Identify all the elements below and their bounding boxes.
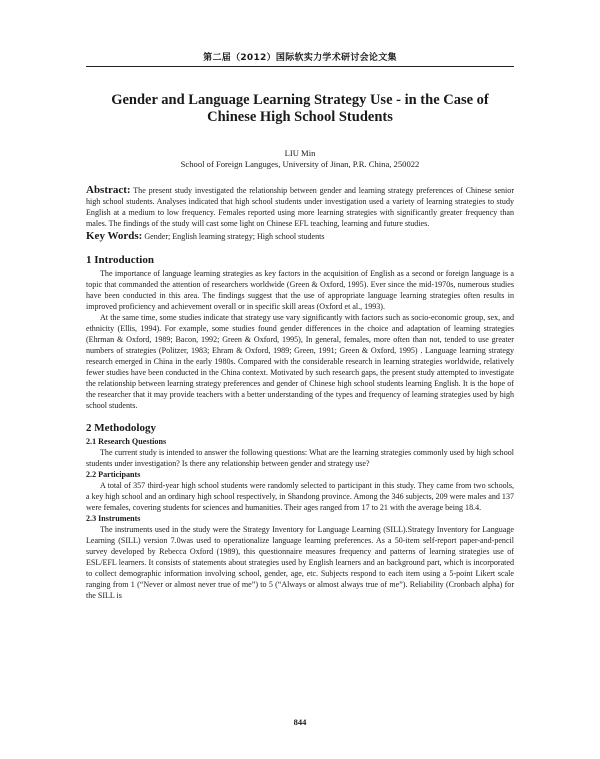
subsection-heading-participants: 2.2 Participants: [86, 470, 141, 479]
intro-paragraph-2: At the same time, some studies indicate that strategy use vary significantly with factors such as socio-economic group, sex, and ethnicity (Ellis, 1994). For example, some studies found gender differences in the choice and adaptation of learning strategies (Ehrman & Oxford, 1989; Bacon, 1992; Green & Oxford, 1995), In general, females, more often than not, tended to use greater numbers of strategies (Politzer, 1983; Ehram & Oxford, 1989; Green, 1991; Green & Oxford, 1995) . Language learning strategy research emerged in China in the early 1980s. Compared with the considerable research in learning strategies worldwide, relatively fewer studies have been conducted in the China context. Motivated by such research gaps, the present study attempted to investigate the relationship between learning strategy preferences and gender of Chinese high school students learning English. It is the hope of the researcher that it may provide teachers with a better understanding of the types and frequency of learning strategies used by high school students.: [86, 313, 514, 410]
keywords-label: Key Words:: [86, 230, 143, 242]
abstract-text: The present study investigated the relationship between gender and learning strategy preferences of Chinese senior high school students. Analyses indicated that high school students under investigation used a variety of learning strategies to study English at a medium to low frequency. Females reported using more learning strategies with significantly greater frequency than males. The findings of the study will cast some light on Chinese EFL teaching, learning and future studies.: [86, 186, 514, 228]
running-header: 第二届（2012）国际软实力学术研讨会论文集: [203, 53, 397, 63]
research-questions-text: The current study is intended to answer the following questions: What are the learning strategies commonly used by high school students under investigation? Is there any relationship between gender and strategy use?: [86, 448, 514, 468]
keywords-text: Gender; English learning strategy; High school students: [142, 232, 325, 241]
section-heading-methodology: 2 Methodology: [86, 422, 156, 434]
section-heading-introduction: 1 Introduction: [86, 254, 154, 266]
subsection-heading-research-questions: 2.1 Research Questions: [86, 437, 167, 446]
author-affiliation: School of Foreign Languges, University of Jinan, P.R. China, 250022: [180, 159, 420, 169]
subsection-heading-instruments: 2.3 Instruments: [86, 514, 141, 523]
instruments-text: The instruments used in the study were the Strategy Inventory for Language Learning (SILL).Strategy Inventory for Language Learning (SILL) version 7.0was used to operationalize language learning preferences. As a 50-item self-report paper-and-pencil survey developed by Rebecca Oxford (1989), this questionnaire measures frequency and patterns of learning strategies use of ESL/EFL learners. It consists of statements about strategies used by English learners and an background part, which is incorporated to collect demographic information involving school, gender, age, etc. Subjects respond to each item using a 5-point Likert scale ranging from 1 (“Never or almost never true of me”) to 5 (“Always or almost always true of me”). Reliability (Cronbach alpha) for the SILL is: [86, 525, 514, 600]
page-content: [86, 92, 514, 601]
header-rule: [86, 66, 514, 67]
page-number: 844: [293, 717, 307, 727]
abstract: [86, 185, 514, 229]
participants-text: A total of 357 third-year high school students were randomly selected to participant in this study. They came from two schools, a key high school and an ordinary high school respectively, in Shandong province. Among the 346 subjects, 209 were males and 137 were females, covering students for sciences and humanities. Their ages ranged from 17 to 21 with the average being 18.4.: [86, 481, 514, 512]
author-name: LIU Min: [284, 148, 316, 158]
paper-title: Gender and Language Learning Strategy Use - in the Case of Chinese High School Students: [111, 92, 489, 125]
intro-paragraph-1: The importance of language learning strategies as key factors in the acquisition of English as a second or foreign language is a topic that commanded the attention of researchers worldwide (Green & Oxford, 1995). Ever since the mid-1970s, numerous studies have been conducted in this area. The findings suggest that the use of appropriate language learning strategies often results in improved proficiency and achievement overall or in specific skill areas (Oxford et al., 1993).: [86, 269, 514, 311]
abstract-label: Abstract:: [86, 184, 131, 196]
keywords: [86, 230, 514, 243]
